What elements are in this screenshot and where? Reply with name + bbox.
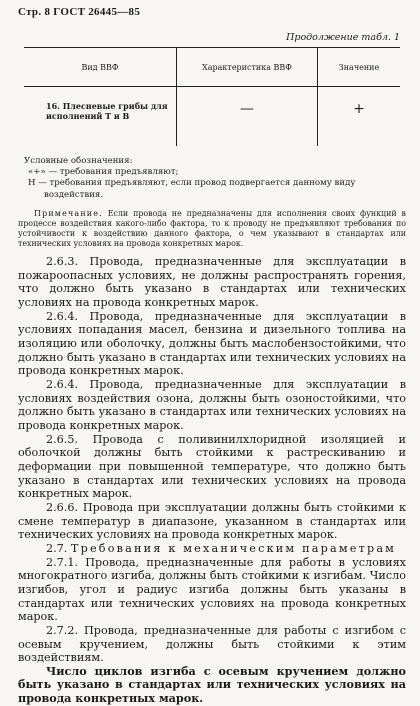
table-cell-value: + <box>318 87 401 147</box>
note <box>18 209 406 249</box>
body-text <box>18 255 406 706</box>
section-2-7-heading <box>18 542 406 556</box>
table-cell-characteristic: — <box>177 87 318 147</box>
column-header: Значение <box>318 48 401 87</box>
paragraph-2-6-6: 2.6.6. Провода при эксплуатации должны быть стойкими к смене температур в диапазоне, указанном в стандартах или технических условиях на провода конкретных марок. <box>18 500 406 542</box>
table-continuation-label: Продолжение табл. 1 <box>286 32 400 43</box>
section-title: Требования к механическим параметрам <box>70 541 397 555</box>
page-header: Стр. 8 ГОСТ 26445—85 <box>18 6 141 18</box>
paragraph-2-6-4: 2.6.4. Провода, предназначенные для эксплуатации в условиях попадания масел, бензина и дизельного топлива на изоляцию или оболочку, должны быть маслобензостойкими, что должно быть указано в стандартах или технических условиях на провода конкретных марок. <box>18 309 406 378</box>
section-number: 2.7. <box>46 541 68 555</box>
note-label: Примечание. <box>34 208 103 218</box>
paragraph-2-6-3: 2.6.3. Провода, предназначенные для эксплуатации в пожароопасных условиях, не должны распространять горения, что должно быть указано в стандартах или технических условиях на провода конкретных марок. <box>18 255 406 310</box>
table-cell-factor: 16. Плесневые грибы для исполнений Т и В <box>46 101 168 121</box>
legend <box>24 156 406 201</box>
note-text: Если провода не предназначены для исполнения своих функций в процессе воздействия какого-либо фактора, то к проводу не предъявляют требования по устойчивости к воздействию данного фактора, о чем указывают в стандартах или технических условиях на провода конкретных марок. <box>18 208 406 249</box>
legend-h-continued: воздействия. <box>44 189 104 200</box>
table-row <box>24 87 400 147</box>
paragraph-2-6-4-ozone: 2.6.4. Провода, предназначенные для эксплуатации в условиях воздействия озона, должны быть озоностойкими, что должно быть указано в стандартах или технических условиях на провода конкретных марок. <box>18 378 406 432</box>
legend-h: Н — требования предъявляют, если провод подвергается данному виду <box>28 178 356 189</box>
paragraph-2-7-2: 2.7.2. Провода, предназначенные для работы с изгибом с осевым кручением, должны быть стойкими к этим воздействиям. <box>18 623 406 665</box>
factors-table <box>24 47 400 146</box>
table-header-row <box>24 48 400 87</box>
legend-title: Условные обозначения: <box>24 156 133 166</box>
document-page <box>18 6 406 706</box>
paragraph-2-7-1: 2.7.1. Провода, предназначенные для работы в условиях многократного изгиба, должны быть стойкими к изгибам. Число изгибов, угол и радиус изгиба должны быть указаны в стандартах или технических условиях на провода конкретных марок. <box>18 555 406 624</box>
paragraph-2-6-5: 2.6.5. Провода с поливинилхлоридной изоляцией и оболочкой должны быть стойкими к растрескиванию и деформации при повышенной температуре, что должно быть указано в стандартах или технических условиях на провода конкретных марок. <box>18 432 406 501</box>
column-header: Характеристика ВВФ <box>177 48 318 87</box>
paragraph-2-7-2-cycles: Число циклов изгиба с осевым кручением должно быть указано в стандартах или технических условиях на провода конкретных марок. <box>18 663 406 706</box>
column-header: Вид ВВФ <box>24 48 177 87</box>
legend-plus: «+» — требования предъявляют; <box>28 167 179 178</box>
